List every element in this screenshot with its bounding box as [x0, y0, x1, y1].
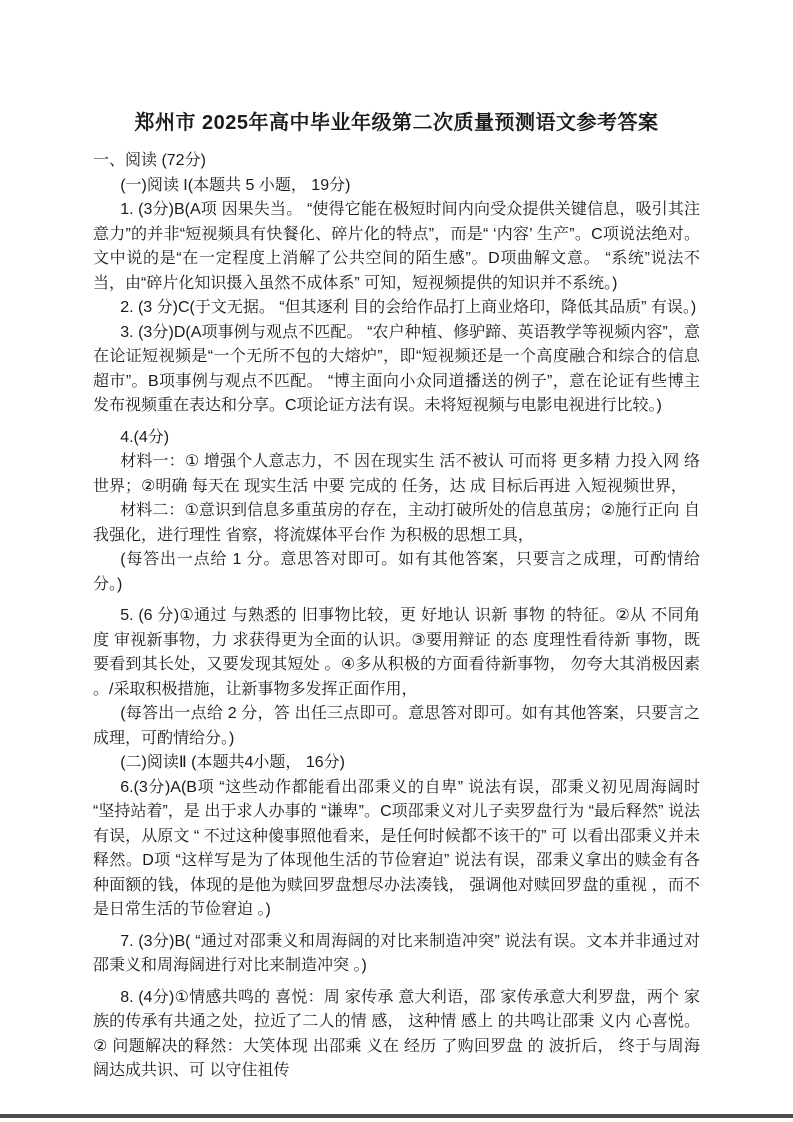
answer-q1: 1. (3分)B(A项 因果失当。 “使得它能在极短时间内向受众提供关键信息，吸引其注意力”的并非“短视频具有快餐化、碎片化的特点”，而是“ ‘内容’ 生产”。C项说法绝对。文中说的是“在一定程度上消解了公共空间的陌生感”。D项曲解文意。 “系统”说法不当，由“碎片化知识摄入虽然不成体系” 可知，短视频提供的知识并不系统。): [93, 201, 700, 292]
subsection-heading-reading-2: (二)阅读Ⅱ (本题共4小题， 16分): [120, 754, 345, 771]
subsection-heading-reading-1: (一)阅读 I(本题共 5 小题， 19分): [120, 176, 351, 194]
answer-q4-material-2: 材料二：①意识到信息多重茧房的存在，主动打破所处的信息茧房；②施行正向 自我强化，进行理性 省察，将流媒体平台作 为积极的思想工具，: [93, 502, 700, 544]
answer-q5-scoring-note: (每答出一点给 2 分，答 出任三点即可。意思答对即可。如有其他答案，只要言之成理，可酌情给分。): [93, 705, 700, 747]
answer-q4-heading: 4.(4分): [120, 428, 170, 446]
document-title: 郑州市 2025年高中毕业年级第二次质量预测语文参考答案: [134, 112, 659, 134]
answer-q6: 6.(3分)A(B项 “这些动作都能看出邵秉义的自卑” 说法有误，邵秉义初见周海阔时 “坚持站着”，是 出于求人办事的 “谦卑”。C项邵秉义对儿子卖罗盘行为 “最后释然” 说法有误，从原文 “ 不过这种傻事照他看来，是任何时候都不该干的” 可 以看出邵秉义并未释然。D项 “这样写是为了体现他生活的节俭窘迫” 说法有误，邵秉义拿出的赎金有各种面额的钱，体现的是他为赎回罗盘想尽办法凑钱， 强调他对赎回罗盘的重视 ，而不是日常生活的节俭窘迫 。): [93, 778, 700, 918]
page-bottom-rule: [0, 1114, 793, 1118]
answer-q2: 2. (3 分)C(于文无据。 “但其逐利 目的会给作品打上商业烙印，降低其品质” 有误。): [120, 299, 697, 316]
answer-q3: 3. (3分)D(A项事例与观点不匹配。 “农户种植、修驴蹄、英语教学等视频内容”，意在论证短视频是“一个无所不包的大熔炉”，即“短视频还是一个高度融合和综合的信息超市”。B项事例与观点不匹配。 “博主面向小众同道播送的例子”，意在论证有些博主发布视频重在表达和分享。C项论证方法有误。未将短视频与电影电视进行比较。): [93, 323, 700, 414]
answer-q7: 7. (3分)B( “通过对邵秉义和周海阔的对比来制造冲突” 说法有误。文本并非通过对邵秉义和周海阔进行对比来制造冲突 。): [93, 932, 700, 974]
answer-q8: 8. (4分)①情感共鸣的 喜悦：周 家传承 意大利语，邵 家传承意大利罗盘，两个 家族的传承有共通之处，拉近了二人的情 感， 这种情 感上 的共鸣让邵秉 义内 心喜悦。② 问题解决的释然：大笑体现 出邵乘 义在 经历 了购回罗盘 的 波折后， 终于与周海 阔达成共识、可 以守住祖传: [93, 988, 700, 1079]
answer-q4-scoring-note: (每答出一点给 1 分。意思答对即可。如有其他答案，只要言之成理，可酌情给分。): [93, 551, 700, 593]
answer-q4-material-1: 材料一：① 增强个人意志力，不 因在现实生 活不被认 可而将 更多精 力投入网 络世界；②明确 每天在 现实生活 中要 完成的 任务，达 成 目标后再进 入短视频世界，: [93, 453, 700, 495]
answer-q5: 5. (6 分)①通过 与熟悉的 旧事物比较，更 好地认 识新 事物 的特征。②从 不同角度 审视新事物，力 求获得更为全面的认识。③要用辩证 的态 度理性看待新 事物，既要看到其长处，又要发现其短处 。④多从积极的方面看待新事物， 勿夸大其消极因素 。/采取积极措施，让新事物多发挥正面作用，: [93, 607, 700, 698]
section-heading-reading: 一、阅读 (72分): [93, 152, 206, 169]
